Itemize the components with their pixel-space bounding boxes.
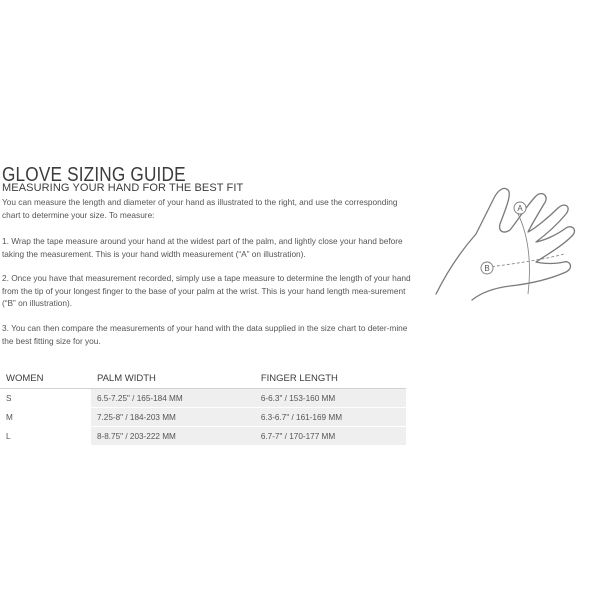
table-row [0,389,406,408]
finger-length-cell: 6-6.3" / 153-160 MM [255,389,406,408]
size-cell: L [0,427,91,446]
hand-outline [436,188,574,300]
step-2-paragraph: 2. Once you have that measurement recorded, simply use a tape measure to determine the length of your hand from the tip of your longest finger to the base of your palm at the wrist. This is your hand length mea-surement (“B” on illustration). [2,273,411,308]
step-3-paragraph: 3. You can then compare the measurements of your hand with the data supplied in the size chart to deter-mine the best fitting size for you. [2,323,408,346]
page-title: GLOVE SIZING GUIDE [2,164,186,187]
intro-paragraph: You can measure the length and diameter of your hand as illustrated to the right, and use the corresponding chart to determine your size. To measure: [2,197,398,220]
measure-line-a [516,210,530,294]
palm-width-cell: 6.5-7.25" / 165-184 MM [91,389,255,408]
measure-line-b [482,254,564,268]
palm-width-cell: 8-8.75" / 203-222 MM [91,427,255,446]
section-subtitle: MEASURING YOUR HAND FOR THE BEST FIT [2,182,244,194]
palm-width-cell: 7.25-8" / 184-203 MM [91,408,255,427]
finger-length-cell: 6.7-7" / 170-177 MM [255,427,406,446]
size-chart-table [0,369,406,446]
column-header-women: WOMEN [0,369,91,389]
size-cell: S [0,389,91,408]
column-header-finger-length: FINGER LENGTH [255,369,406,389]
hand-outline-icon [432,176,600,306]
step-1-paragraph: 1. Wrap the tape measure around your hand at the widest part of the palm, and lightly close your hand before taking the measurement. This is your hand width measurement (“A” on illustration). [2,236,403,259]
table-row [0,427,406,446]
finger-length-cell: 6.3-6.7" / 161-169 MM [255,408,406,427]
label-a: A [517,204,523,213]
table-header-row [0,369,406,389]
size-cell: M [0,408,91,427]
label-b: B [484,264,490,273]
table-row [0,408,406,427]
column-header-palm-width: PALM WIDTH [91,369,255,389]
